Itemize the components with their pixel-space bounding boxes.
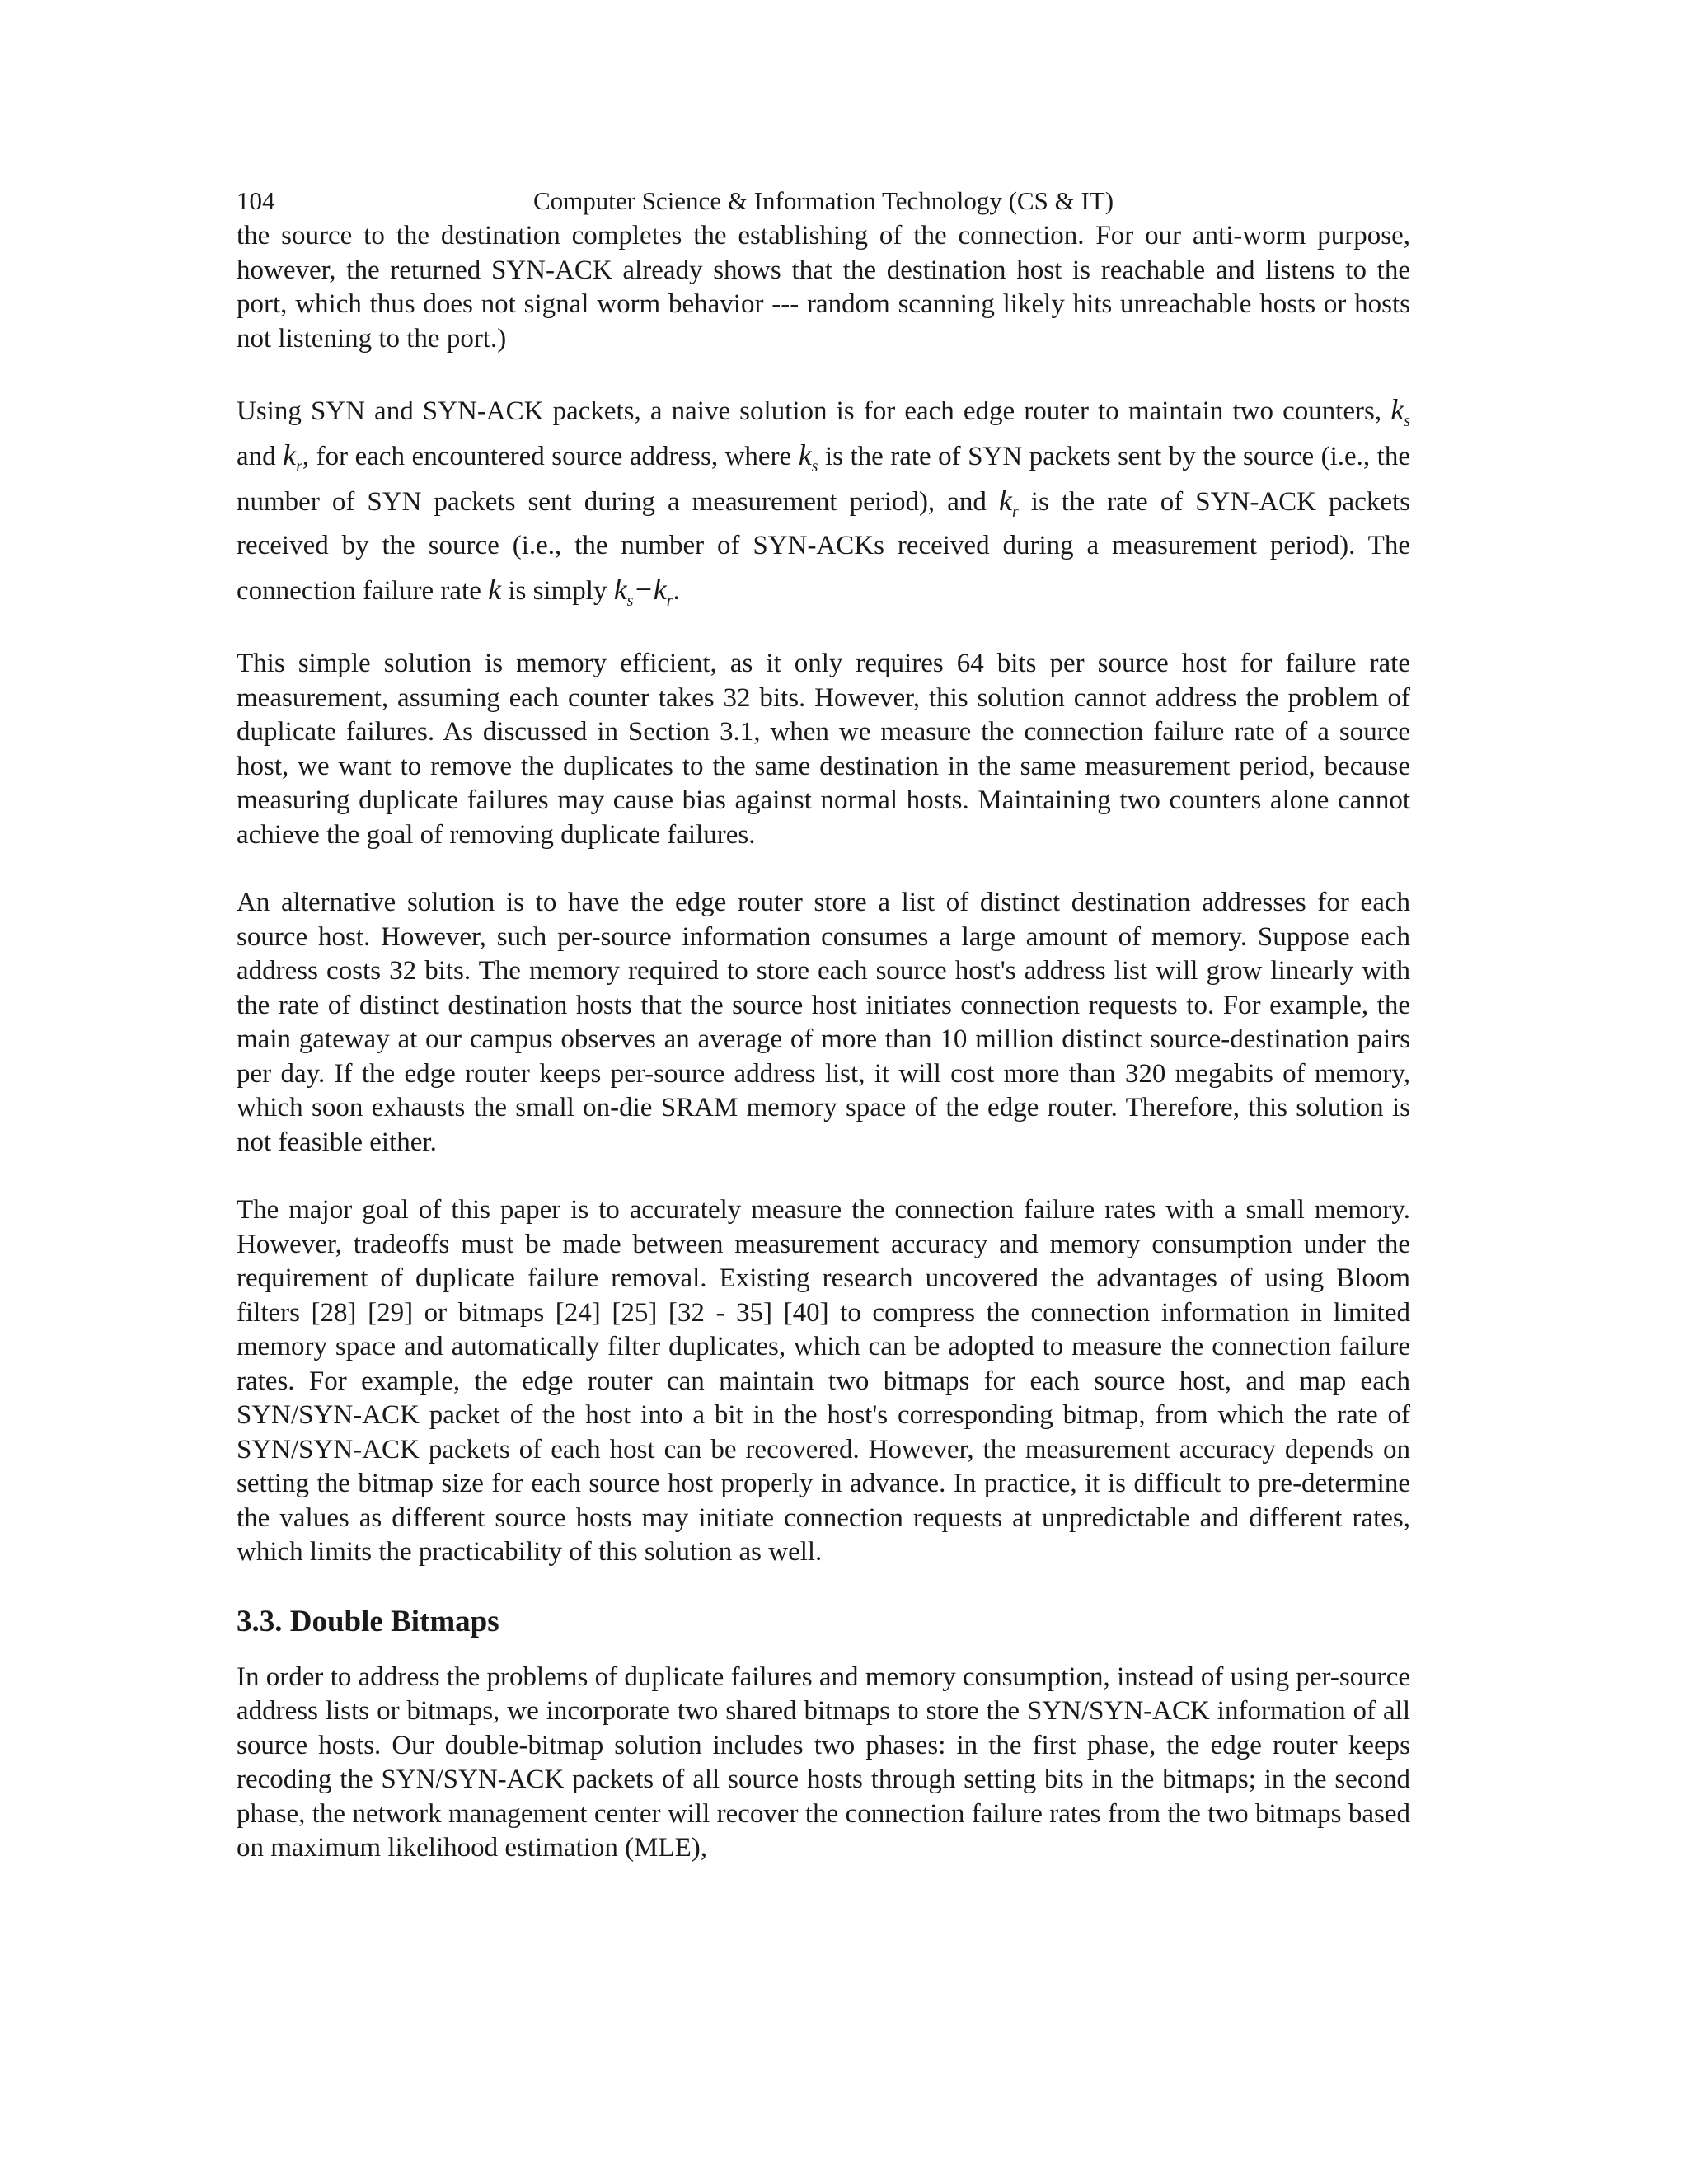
- text-run: is the rate of SYN packets sent by the source (i.e., the number of SYN packets sent during a measurement period), and: [237, 442, 1410, 517]
- paragraph-memory-efficient: This simple solution is memory efficient, as it only requires 64 bits per source host for failure rate measurement, assuming each counter takes 32 bits. However, this solution cannot address the problem of duplicate failures. As discussed in Section 3.1, when we measure the connection failure rate of a source host, we want to remove the duplicates to the same destination in the same measurement period, because measuring duplicate failures may cause bias against normal hosts. Maintaining two counters alone cannot achieve the goal of removing duplicate failures.: [237, 649, 1410, 850]
- math-k-r: [998, 484, 1019, 521]
- math-subscript-r: r: [1011, 503, 1019, 521]
- math-subscript-s: s: [1404, 412, 1411, 430]
- section-heading: 3.3. Double Bitmaps: [237, 1604, 499, 1638]
- text-run: , for each encountered source address, where: [302, 442, 792, 471]
- journal-title: Computer Science & Information Technology (CS & IT): [532, 186, 1114, 215]
- text-run: .: [673, 576, 680, 606]
- paragraph-continuation: the source to the destination completes the establishing of the connection. For our anti-worm purpose, however, the returned SYN-ACK already shows that the destination host is reachable and listens to the port, which thus does not signal worm behavior --- random scanning likely hits unreachable hosts or hosts not listening to the port.): [237, 221, 1410, 354]
- math-k-s: [798, 438, 818, 476]
- page-content: [237, 183, 1410, 1866]
- paragraph-naive-solution: [237, 388, 1410, 613]
- math-subscript-s: s: [811, 457, 818, 476]
- running-header: [237, 183, 1410, 219]
- math-k-r: [283, 438, 302, 476]
- text-run: Using SYN and SYN-ACK packets, a naive solution is for each edge router to maintain two counters,: [237, 396, 1382, 426]
- math-k-letter: k: [998, 484, 1012, 517]
- text-run: and: [237, 442, 276, 471]
- math-subscript-r: r: [666, 592, 673, 610]
- math-k-s-minus-k-r: [613, 573, 673, 610]
- text-run: is simply: [508, 576, 607, 606]
- math-k-letter: k: [283, 438, 297, 471]
- math-k: k: [488, 573, 502, 606]
- page-number: 104: [237, 186, 275, 215]
- paragraph-alternative-solution: An alternative solution is to have the edge router store a list of distinct destination addresses for each source host. However, such per-source information consumes a large amount of memory. Suppose each address costs 32 bits. The memory required to store each source host's address list will grow linearly with the rate of distinct destination hosts that the source host initiates connection requests to. For example, the main gateway at our campus observes an average of more than 10 million distinct source-destination pairs per day. If the edge router keeps per-source address list, it will cost more than 320 megabits of memory, which soon exhausts the small on-die SRAM memory space of the edge router. Therefore, this solution is not feasible either.: [237, 888, 1410, 1157]
- paragraph-double-bitmaps: In order to address the problems of duplicate failures and memory consumption, instead of using per-source address lists or bitmaps, we incorporate two shared bitmaps to store the SYN/SYN-ACK information of all source hosts. Our double-bitmap solution includes two phases: in the first phase, the edge router keeps recoding the SYN/SYN-ACK packets of all source hosts through setting bits in the bitmaps; in the second phase, the network management center will recover the connection failure rates from the two bitmaps based on maximum likelihood estimation (MLE),: [237, 1661, 1410, 1863]
- math-subscript-s: s: [626, 592, 634, 610]
- math-k-letter: k: [798, 438, 812, 471]
- math-subscript-r: r: [296, 457, 302, 476]
- math-k-letter: k: [653, 573, 667, 606]
- math-k-s: [1390, 393, 1411, 430]
- math-k-letter: k: [613, 573, 627, 606]
- math-minus: −: [633, 573, 654, 606]
- text-run: is the rate of SYN-ACK packets received by the source (i.e., the number of SYN-ACKs received during a measurement period). The connection failure rate: [237, 487, 1410, 606]
- paragraph-major-goal: The major goal of this paper is to accurately measure the connection failure rates with a small memory. However, tradeoffs must be made between measurement accuracy and memory consumption under the requirement of duplicate failure removal. Existing research uncovered the advantages of using Bloom filters [28] [29] or bitmaps [24] [25] [32 - 35] [40] to compress the connection information in limited memory space and automatically filter duplicates, which can be adopted to measure the connection failure rates. For example, the edge router can maintain two bitmaps for each source host, and map each SYN/SYN-ACK packet of the host into a bit in the host's corresponding bitmap, from which the rate of SYN/SYN-ACK packets of each host can be recovered. However, the measurement accuracy depends on setting the bitmap size for each source host properly in advance. In practice, it is difficult to pre-determine the values as different source hosts may initiate connection requests at unpredictable and different rates, which limits the practicability of this solution as well.: [237, 1195, 1410, 1567]
- math-k-letter: k: [1390, 393, 1404, 426]
